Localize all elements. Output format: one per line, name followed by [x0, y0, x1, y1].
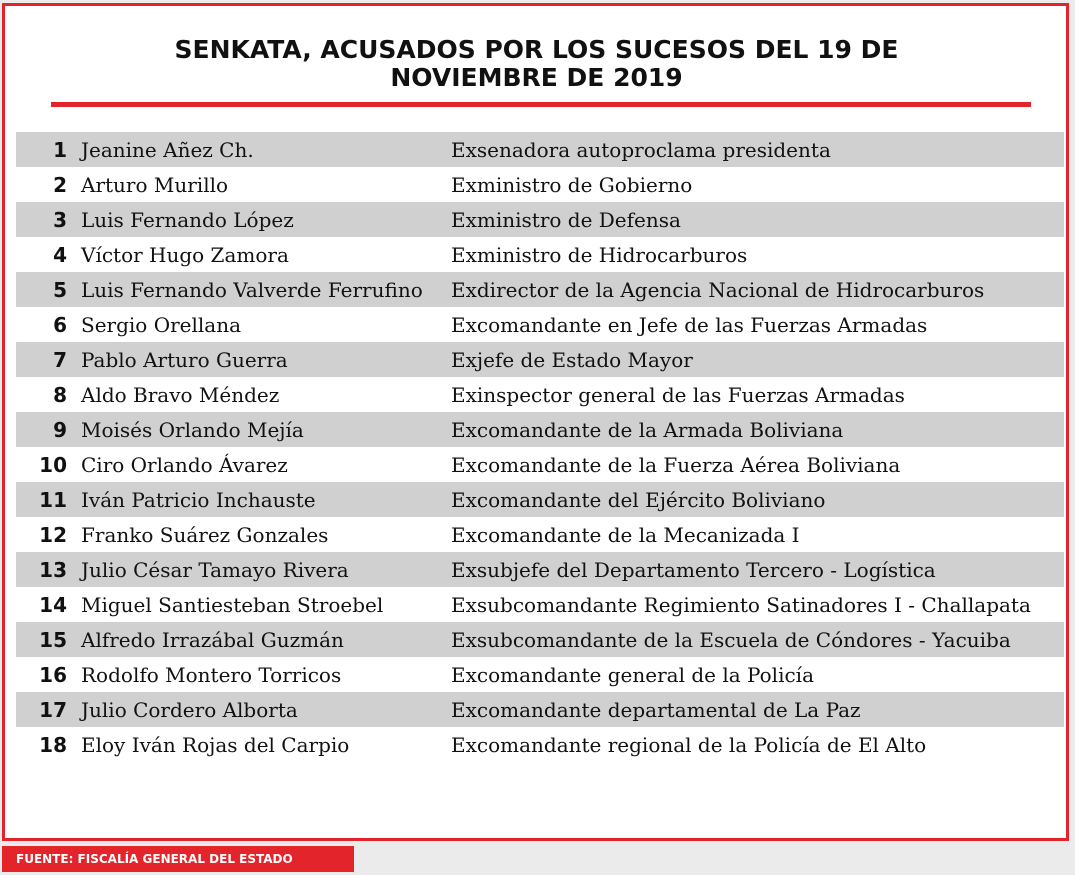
accused-role: Exsubcomandante de la Escuela de Cóndores - Yacuiba — [451, 628, 1011, 652]
accused-role: Excomandante de la Mecanizada I — [451, 523, 800, 547]
page-title — [5, 36, 1068, 92]
table-row — [16, 552, 1064, 587]
row-number: 4 — [53, 243, 67, 267]
table-row — [16, 202, 1064, 237]
accused-role: Exministro de Defensa — [451, 208, 681, 232]
accused-name: Julio Cordero Alborta — [81, 698, 298, 722]
accused-role: Excomandante de la Fuerza Aérea Boliviana — [451, 453, 901, 477]
accused-name: Iván Patricio Inchauste — [81, 488, 316, 512]
row-number: 18 — [39, 733, 67, 757]
table-row — [16, 307, 1064, 342]
source-label: FUENTE: FISCALÍA GENERAL DEL ESTADO — [2, 846, 354, 872]
accused-name: Julio César Tamayo Rivera — [81, 558, 349, 582]
accused-name: Víctor Hugo Zamora — [81, 243, 289, 267]
accused-role: Excomandante de la Armada Boliviana — [451, 418, 844, 442]
row-number: 12 — [39, 523, 67, 547]
accused-name: Luis Fernando Valverde Ferrufino — [81, 278, 423, 302]
row-number: 10 — [39, 453, 67, 477]
table-frame — [2, 3, 1069, 841]
accused-table — [16, 132, 1064, 762]
accused-role: Excomandante en Jefe de las Fuerzas Armadas — [451, 313, 928, 337]
table-row — [16, 132, 1064, 167]
row-number: 14 — [39, 593, 67, 617]
accused-role: Exdirector de la Agencia Nacional de Hidrocarburos — [451, 278, 985, 302]
accused-name: Pablo Arturo Guerra — [81, 348, 288, 372]
table-row — [16, 622, 1064, 657]
accused-name: Franko Suárez Gonzales — [81, 523, 329, 547]
accused-name: Ciro Orlando Ávarez — [81, 453, 288, 477]
accused-name: Alfredo Irrazábal Guzmán — [81, 628, 344, 652]
accused-role: Exsubjefe del Departamento Tercero - Logística — [451, 558, 936, 582]
row-number: 7 — [53, 348, 67, 372]
row-number: 15 — [39, 628, 67, 652]
accused-role: Excomandante departamental de La Paz — [451, 698, 861, 722]
row-number: 13 — [39, 558, 67, 582]
row-number: 8 — [53, 383, 67, 407]
table-row — [16, 167, 1064, 202]
row-number: 6 — [53, 313, 67, 337]
accused-name: Aldo Bravo Méndez — [81, 383, 280, 407]
accused-role: Excomandante del Ejército Boliviano — [451, 488, 826, 512]
table-row — [16, 657, 1064, 692]
accused-name: Jeanine Añez Ch. — [81, 138, 254, 162]
table-row — [16, 342, 1064, 377]
table-row — [16, 692, 1064, 727]
table-row — [16, 237, 1064, 272]
accused-name: Sergio Orellana — [81, 313, 242, 337]
table-row — [16, 587, 1064, 622]
table-row — [16, 377, 1064, 412]
table-row — [16, 412, 1064, 447]
row-number: 2 — [53, 173, 67, 197]
accused-role: Excomandante general de la Policía — [451, 663, 814, 687]
accused-name: Miguel Santiesteban Stroebel — [81, 593, 384, 617]
title-line-1: SENKATA, ACUSADOS POR LOS SUCESOS DEL 19 DE — [174, 35, 899, 64]
table-row — [16, 517, 1064, 552]
accused-name: Arturo Murillo — [81, 173, 229, 197]
row-number: 9 — [53, 418, 67, 442]
accused-name: Rodolfo Montero Torricos — [81, 663, 342, 687]
row-number: 1 — [53, 138, 67, 162]
accused-role: Exministro de Hidrocarburos — [451, 243, 748, 267]
accused-role: Exministro de Gobierno — [451, 173, 693, 197]
table-row — [16, 447, 1064, 482]
accused-name: Moisés Orlando Mejía — [81, 418, 304, 442]
accused-role: Exsubcomandante Regimiento Satinadores I - Challapata — [451, 593, 1031, 617]
title-divider — [51, 102, 1031, 107]
table-row — [16, 272, 1064, 307]
table-row — [16, 727, 1064, 762]
accused-name: Luis Fernando López — [81, 208, 294, 232]
title-line-2: NOVIEMBRE DE 2019 — [390, 63, 683, 92]
row-number: 3 — [53, 208, 67, 232]
row-number: 11 — [39, 488, 67, 512]
accused-role: Excomandante regional de la Policía de El Alto — [451, 733, 927, 757]
accused-role: Exjefe de Estado Mayor — [451, 348, 693, 372]
table-row — [16, 482, 1064, 517]
accused-role: Exinspector general de las Fuerzas Armadas — [451, 383, 905, 407]
row-number: 16 — [39, 663, 67, 687]
row-number: 5 — [53, 278, 67, 302]
accused-role: Exsenadora autoproclama presidenta — [451, 138, 831, 162]
accused-name: Eloy Iván Rojas del Carpio — [81, 733, 350, 757]
row-number: 17 — [39, 698, 67, 722]
